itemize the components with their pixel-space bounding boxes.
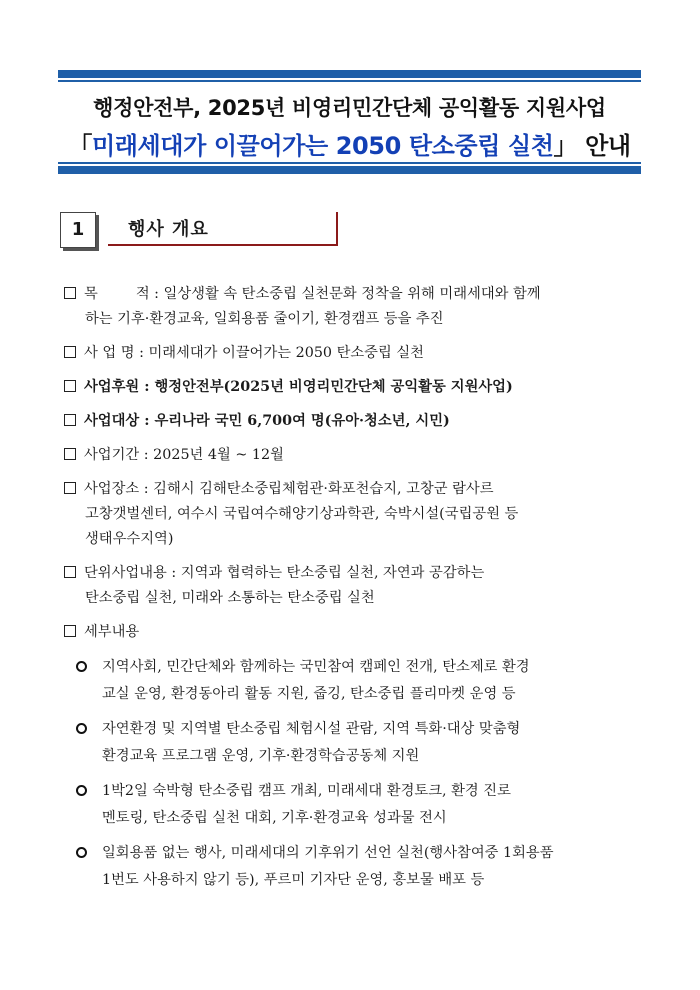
detail-line-2: 멘토링, 탄소중립 실천 대회, 기후·환경교육 성과물 전시 bbox=[102, 810, 447, 826]
section-header bbox=[60, 212, 340, 248]
sponsor-label: 사업후원 bbox=[84, 379, 140, 395]
details-label: 세부내용 bbox=[84, 624, 140, 640]
purpose-label-b: 적 bbox=[135, 286, 150, 302]
period-text: 2025년 4월 ~ 12월 bbox=[153, 447, 284, 463]
title-bottom-thin-bar bbox=[58, 162, 641, 164]
item-target bbox=[64, 409, 646, 434]
item-sponsor bbox=[64, 375, 646, 400]
checkbox-icon bbox=[64, 566, 76, 578]
purpose-sep: : bbox=[149, 286, 164, 302]
circle-bullet-icon bbox=[76, 785, 87, 796]
name-label: 사 업 명 bbox=[84, 345, 135, 361]
item-period bbox=[64, 443, 646, 468]
unit-sep: : bbox=[166, 565, 181, 581]
period-label: 사업기간 bbox=[84, 447, 140, 463]
circle-bullet-icon bbox=[76, 847, 87, 858]
overview-content bbox=[64, 282, 646, 902]
detail-line-1: 자연환경 및 지역별 탄소중립 체험시설 관람, 지역 특화·대상 맞춤형 bbox=[102, 721, 521, 737]
place-text-2: 고창갯벌센터, 여수시 국립여수해양기상과학관, 숙박시설(국립공원 등 bbox=[85, 506, 519, 522]
purpose-text-2: 하는 기후·환경교육, 일회용품 줄이기, 환경캠프 등을 추진 bbox=[85, 311, 444, 327]
place-text: 김해시 김해탄소중립체험관·화포천습지, 고창군 람사르 bbox=[153, 481, 494, 497]
unit-text: 지역과 협력하는 탄소중립 실천, 자연과 공감하는 bbox=[180, 565, 485, 581]
detail-line-2: 교실 운영, 환경동아리 활동 지원, 줍깅, 탄소중립 플리마켓 운영 등 bbox=[102, 686, 516, 702]
title-project-name: 미래세대가 이끌어가는 2050 탄소중립 실천 bbox=[91, 132, 554, 160]
detail-line-1: 일회용품 없는 행사, 미래세대의 기후위기 선언 실천(행사참여중 1회용품 bbox=[102, 845, 554, 861]
title-line-2 bbox=[58, 126, 641, 161]
title-top-bar bbox=[58, 70, 641, 78]
detail-item bbox=[64, 654, 646, 708]
section-number: 1 bbox=[60, 212, 96, 248]
title-banner bbox=[58, 70, 641, 174]
title-bracket-open: 「 bbox=[68, 132, 92, 160]
checkbox-icon bbox=[64, 346, 76, 358]
target-label: 사업대상 bbox=[84, 413, 140, 429]
checkbox-icon bbox=[64, 380, 76, 392]
place-sep: : bbox=[139, 481, 154, 497]
title-top-thin-bar bbox=[58, 80, 641, 82]
detail-line-1: 지역사회, 민간단체와 함께하는 국민참여 캠페인 전개, 탄소제로 환경 bbox=[102, 659, 530, 675]
sponsor-sep: : bbox=[139, 379, 155, 395]
circle-bullet-icon bbox=[76, 723, 87, 734]
detail-item bbox=[64, 840, 646, 894]
checkbox-icon bbox=[64, 625, 76, 637]
item-details bbox=[64, 620, 646, 645]
title-bracket-close: 」 안내 bbox=[553, 132, 631, 160]
section-title: 행사 개요 bbox=[108, 212, 338, 246]
purpose-text: 일상생활 속 탄소중립 실천문화 정착을 위해 미래세대와 함께 bbox=[163, 286, 541, 302]
target-text: 우리나라 국민 6,700여 명(유아·청소년, 시민) bbox=[154, 413, 450, 429]
period-sep: : bbox=[139, 447, 154, 463]
detail-item bbox=[64, 778, 646, 832]
detail-item bbox=[64, 716, 646, 770]
checkbox-icon bbox=[64, 448, 76, 460]
checkbox-icon bbox=[64, 414, 76, 426]
item-purpose bbox=[64, 282, 646, 332]
purpose-label-a: 목 bbox=[84, 286, 98, 302]
place-text-3: 생태우수지역) bbox=[85, 531, 174, 547]
checkbox-icon bbox=[64, 287, 76, 299]
unit-label: 단위사업내용 bbox=[84, 565, 167, 581]
unit-text-2: 탄소중립 실천, 미래와 소통하는 탄소중립 실천 bbox=[85, 590, 375, 606]
detail-line-1: 1박2일 숙박형 탄소중립 캠프 개최, 미래세대 환경토크, 환경 진로 bbox=[102, 783, 511, 799]
title-line-1: 행정안전부, 2025년 비영리민간단체 공익활동 지원사업 bbox=[93, 96, 606, 120]
place-label: 사업장소 bbox=[84, 481, 140, 497]
item-unit bbox=[64, 561, 646, 611]
title-bottom-bar bbox=[58, 166, 641, 174]
target-sep: : bbox=[139, 413, 155, 429]
item-name bbox=[64, 341, 646, 366]
circle-bullet-icon bbox=[76, 661, 87, 672]
item-place bbox=[64, 477, 646, 552]
detail-line-2: 1번도 사용하지 않기 등), 푸르미 기자단 운영, 홍보물 배포 등 bbox=[102, 872, 485, 888]
detail-line-2: 환경교육 프로그램 운영, 기후·환경학습공동체 지원 bbox=[102, 748, 420, 764]
sponsor-text: 행정안전부(2025년 비영리민간단체 공익활동 지원사업) bbox=[154, 379, 513, 395]
checkbox-icon bbox=[64, 482, 76, 494]
name-text: 미래세대가 이끌어가는 2050 탄소중립 실천 bbox=[148, 345, 424, 361]
name-sep: : bbox=[134, 345, 149, 361]
